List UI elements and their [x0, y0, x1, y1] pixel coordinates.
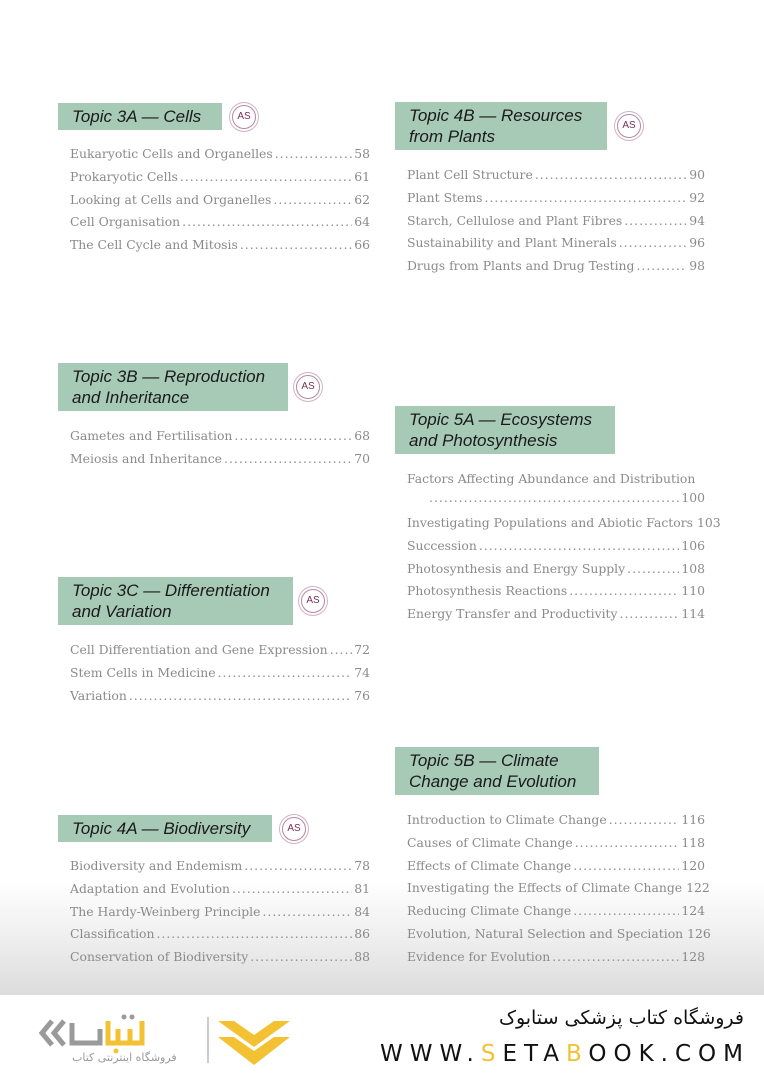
- toc-entry[interactable]: Introduction to Climate Change ..... 116: [407, 809, 705, 832]
- toc-entry[interactable]: Photosynthesis Reactions ..... 110: [407, 580, 705, 603]
- topic-heading: Topic 3B — Reproduction and Inheritance: [58, 363, 288, 411]
- toc-entry[interactable]: Classification ..... 86: [70, 923, 370, 946]
- toc-entry[interactable]: Cell Organisation ..... 64: [70, 211, 370, 234]
- topic-heading: Topic 3A — Cells: [58, 103, 222, 130]
- toc-entry[interactable]: Biodiversity and Endemism ..... 78: [70, 855, 370, 878]
- toc-entry[interactable]: Investigating Populations and Abiotic Factors 103: [407, 515, 721, 530]
- setabook-logo[interactable]: [38, 1007, 298, 1071]
- toc-entry[interactable]: Variation ..... 76: [70, 685, 370, 708]
- topic-heading: Topic 4A — Biodiversity: [58, 815, 272, 842]
- topic-3b-section: [58, 363, 370, 471]
- as-level-badge-icon: AS: [617, 114, 641, 138]
- toc-entry[interactable]: Causes of Climate Change ..... 118: [407, 832, 705, 855]
- toc-entry[interactable]: Investigating the Effects of Climate Change 122: [407, 880, 710, 896]
- toc-entry[interactable]: Drugs from Plants and Drug Testing ..... 98: [407, 255, 705, 278]
- topic-4a-section: [58, 815, 370, 969]
- toc-entry[interactable]: Photosynthesis and Energy Supply ..... 108: [407, 558, 705, 581]
- as-level-badge-icon: AS: [232, 105, 256, 129]
- toc-entry[interactable]: Adaptation and Evolution ..... 81: [70, 878, 370, 901]
- toc-entry[interactable]: Plant Stems ..... 92: [407, 187, 705, 210]
- toc-entry[interactable]: Evidence for Evolution ..... 128: [407, 946, 705, 969]
- toc-entry[interactable]: Prokaryotic Cells ..... 61: [70, 166, 370, 189]
- toc-entry[interactable]: Eukaryotic Cells and Organelles ..... 58: [70, 143, 370, 166]
- toc-entry[interactable]: Factors Affecting Abundance and Distribution ..... 100: [407, 468, 705, 512]
- as-level-badge-icon: AS: [296, 375, 320, 399]
- topic-3a-section: [58, 103, 370, 257]
- toc-entry[interactable]: Reducing Climate Change ..... 124: [407, 900, 705, 923]
- topic-heading: Topic 5A — Ecosystems and Photosynthesis: [395, 406, 615, 454]
- toc-entry[interactable]: Cell Differentiation and Gene Expression ..... 72: [70, 639, 370, 662]
- topic-5a-section: [395, 406, 721, 626]
- toc-entry[interactable]: Evolution, Natural Selection and Speciation 126: [407, 925, 711, 941]
- toc-entry[interactable]: Sustainability and Plant Minerals ..... 96: [407, 232, 705, 255]
- store-url-link[interactable]: WWW.SETABOOK.COM: [379, 1041, 750, 1067]
- topic-5b-section: [395, 747, 711, 969]
- toc-entry[interactable]: Energy Transfer and Productivity ..... 114: [407, 603, 705, 626]
- toc-entry[interactable]: Effects of Climate Change ..... 120: [407, 855, 705, 878]
- toc-entry[interactable]: Looking at Cells and Organelles ..... 62: [70, 189, 370, 212]
- as-level-badge-icon: AS: [301, 589, 325, 613]
- toc-entry[interactable]: The Hardy-Weinberg Principle ..... 84: [70, 901, 370, 924]
- store-banner: [0, 995, 764, 1080]
- toc-entry[interactable]: Starch, Cellulose and Plant Fibres ..... 94: [407, 210, 705, 233]
- topic-4b-section: [395, 102, 705, 278]
- toc-entry[interactable]: The Cell Cycle and Mitosis ..... 66: [70, 234, 370, 257]
- topic-3c-section: [58, 577, 370, 707]
- topic-heading: Topic 4B — Resources from Plants: [395, 102, 607, 150]
- toc-entry[interactable]: Stem Cells in Medicine ..... 74: [70, 662, 370, 685]
- logo-subtitle: فروشگاه اینترنتی کتاب: [72, 1051, 177, 1064]
- toc-entry[interactable]: Succession ..... 106: [407, 535, 705, 558]
- toc-entry[interactable]: Conservation of Biodiversity ..... 88: [70, 946, 370, 969]
- topic-heading: Topic 3C — Differentiation and Variation: [58, 577, 293, 625]
- as-level-badge-icon: AS: [282, 817, 306, 841]
- topic-heading: Topic 5B — Climate Change and Evolution: [395, 747, 599, 795]
- toc-entry[interactable]: Plant Cell Structure ..... 90: [407, 164, 705, 187]
- store-title: فروشگاه کتاب پزشکی ستابوک: [498, 1007, 744, 1029]
- toc-entry[interactable]: Gametes and Fertilisation ..... 68: [70, 425, 370, 448]
- toc-entry[interactable]: Meiosis and Inheritance ..... 70: [70, 448, 370, 471]
